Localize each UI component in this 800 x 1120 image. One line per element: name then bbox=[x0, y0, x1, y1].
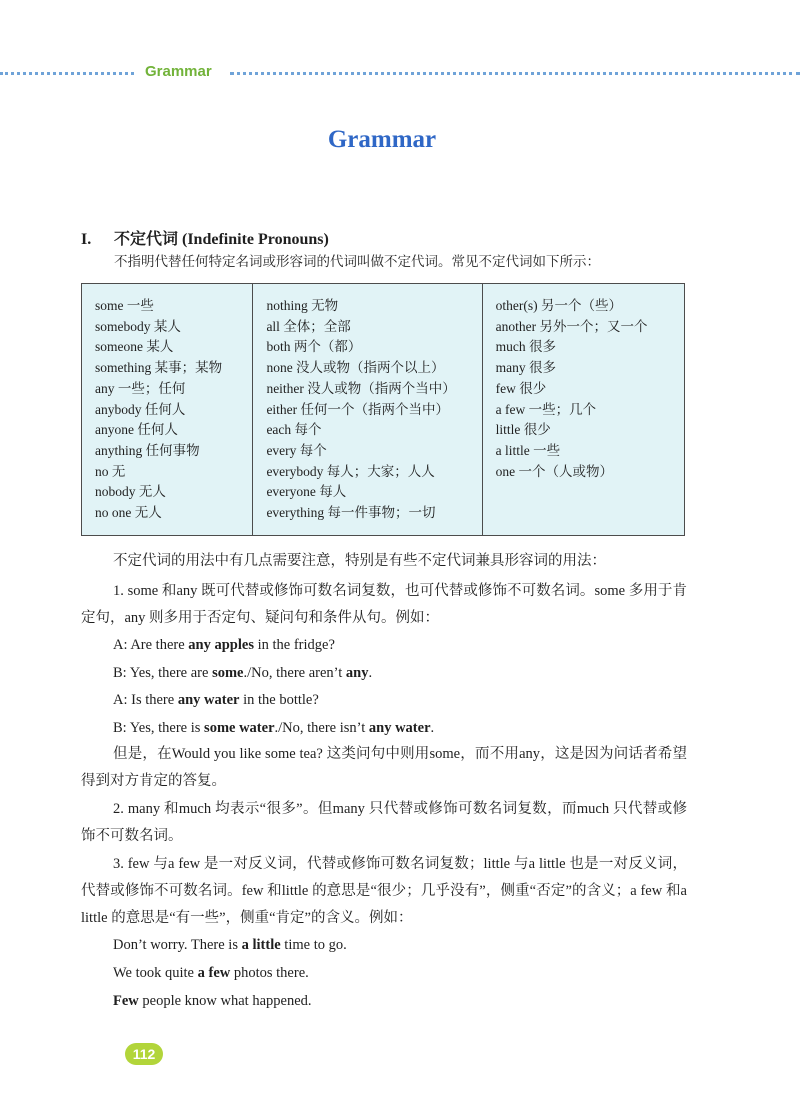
header-label: Grammar bbox=[145, 63, 212, 80]
example-text: A: Is there bbox=[113, 692, 178, 708]
point-3: 3. few 与a few 是一对反义词，代替或修饰可数名词复数；little 与a little 也是一对反义词，代替或修饰不可数名词。few 和little 的意思是“很少；几乎没有”，侧重“否定”的含义；a few 和a little 的意思是“有一些”，侧重“肯定”的含义。例如： bbox=[81, 856, 687, 926]
example-text: We took quite bbox=[113, 965, 198, 981]
usage-note: 但是，在Would you like some tea? 这类问句中则用some，而不用any，这是因为问话者希望得到对方肯定的答复。 bbox=[81, 746, 687, 789]
pronoun-entry: much 很多 bbox=[495, 339, 557, 355]
pronoun-entry: all 全体；全部 bbox=[266, 318, 351, 334]
example-text: . bbox=[430, 720, 435, 736]
example-6 bbox=[113, 965, 309, 982]
pronoun-entry: every 每个 bbox=[266, 442, 327, 458]
pronoun-entry: little 很少 bbox=[495, 422, 551, 438]
example-4 bbox=[113, 720, 434, 737]
pronoun-entry: any 一些；任何 bbox=[95, 380, 186, 396]
pronoun-entry: both 两个（都） bbox=[266, 339, 362, 355]
pronoun-entry: everything 每一件事物；一切 bbox=[266, 505, 436, 521]
pronoun-entry: anybody 任何人 bbox=[95, 401, 186, 417]
pronoun-entry: no one 无人 bbox=[95, 505, 162, 521]
example-bold: any apples bbox=[188, 637, 254, 653]
example-text: people know what happened. bbox=[138, 993, 312, 1009]
pronoun-column-3 bbox=[482, 284, 684, 535]
example-bold: any water bbox=[368, 720, 431, 736]
example-1 bbox=[113, 637, 335, 654]
example-2 bbox=[113, 665, 372, 682]
pronoun-entry: neither 没人或物（指两个当中） bbox=[266, 380, 456, 396]
pronoun-entry: few 很少 bbox=[495, 380, 547, 396]
section-heading bbox=[81, 226, 329, 249]
pronoun-entry: somebody 某人 bbox=[95, 318, 181, 334]
pronoun-entry: either 任何一个（指两个当中） bbox=[266, 401, 450, 417]
pronoun-entry: other(s) 另一个（些） bbox=[495, 298, 623, 313]
example-text: ./No, there aren’t bbox=[243, 665, 346, 681]
point-2: 2. many 和much 均表示“很多”。但many 只代替或修饰可数名词复数，而much 只代替或修饰不可数名词。 bbox=[81, 801, 687, 844]
example-text: B: Yes, there are bbox=[113, 665, 213, 681]
example-bold: Few bbox=[113, 993, 139, 1009]
page-title: Grammar bbox=[327, 126, 437, 153]
example-7 bbox=[113, 993, 312, 1010]
example-bold: some water bbox=[204, 720, 275, 736]
section-number: I. bbox=[81, 231, 92, 248]
pronoun-entry: many 很多 bbox=[495, 360, 557, 376]
running-header bbox=[0, 63, 800, 83]
section-heading-text: 不定代词 (Indefinite Pronouns) bbox=[114, 231, 329, 248]
pronoun-column-2 bbox=[252, 284, 481, 535]
page-number: 112 bbox=[125, 1043, 163, 1065]
example-bold: a few bbox=[197, 965, 231, 981]
header-dots-left bbox=[0, 72, 134, 75]
pronoun-entry: everybody 每人；大家；人人 bbox=[266, 463, 435, 479]
example-text: ./No, there isn’t bbox=[274, 720, 369, 736]
example-text: photos there. bbox=[230, 965, 309, 981]
example-text: A: Are there bbox=[113, 637, 189, 653]
example-bold: any water bbox=[177, 692, 240, 708]
usage-intro: 不定代词的用法中有几点需要注意，特别是有些不定代词兼具形容词的用法： bbox=[113, 553, 606, 569]
pronoun-column-1 bbox=[82, 284, 252, 535]
pronoun-entry: someone 某人 bbox=[95, 339, 174, 355]
example-5 bbox=[113, 937, 347, 954]
pronoun-entry: none 没人或物（指两个以上） bbox=[266, 360, 445, 376]
pronoun-entry: no 无 bbox=[95, 463, 126, 479]
section-intro: 不指明代替任何特定名词或形容词的代词叫做不定代词。常见不定代词如下所示： bbox=[114, 254, 600, 269]
example-3 bbox=[113, 692, 319, 709]
example-bold: a little bbox=[241, 937, 281, 953]
pronoun-entry: one 一个（人或物） bbox=[495, 463, 614, 479]
pronoun-entry: another 另外一个；又一个 bbox=[495, 318, 648, 334]
pronoun-entry: something 某事；某物 bbox=[95, 360, 223, 376]
pronoun-entry: nothing 无物 bbox=[266, 298, 339, 313]
pronoun-entry: a few 一些；几个 bbox=[495, 401, 597, 417]
pronoun-entry: anyone 任何人 bbox=[95, 422, 178, 438]
pronoun-entry: some 一些 bbox=[95, 298, 154, 313]
example-text: in the fridge? bbox=[253, 637, 335, 653]
example-bold: some bbox=[212, 665, 244, 681]
pronoun-entry: everyone 每人 bbox=[266, 484, 347, 500]
header-dots-right bbox=[230, 72, 800, 75]
pronoun-entry: anything 任何事物 bbox=[95, 442, 200, 458]
pronoun-entry: each 每个 bbox=[266, 422, 322, 438]
example-text: Don’t worry. There is bbox=[113, 937, 242, 953]
example-text: . bbox=[368, 665, 373, 681]
example-text: time to go. bbox=[280, 937, 347, 953]
example-text: B: Yes, there is bbox=[113, 720, 205, 736]
pronoun-entry: a little 一些 bbox=[495, 442, 561, 458]
pronoun-entry: nobody 无人 bbox=[95, 484, 166, 500]
example-bold: any bbox=[345, 665, 369, 681]
point-1: 1. some 和any 既可代替或修饰可数名词复数，也可代替或修饰不可数名词。some 多用于肯定句，any 则多用于否定句、疑问句和条件从句。例如： bbox=[81, 583, 687, 626]
example-text: in the bottle? bbox=[239, 692, 319, 708]
pronoun-table bbox=[81, 283, 685, 536]
